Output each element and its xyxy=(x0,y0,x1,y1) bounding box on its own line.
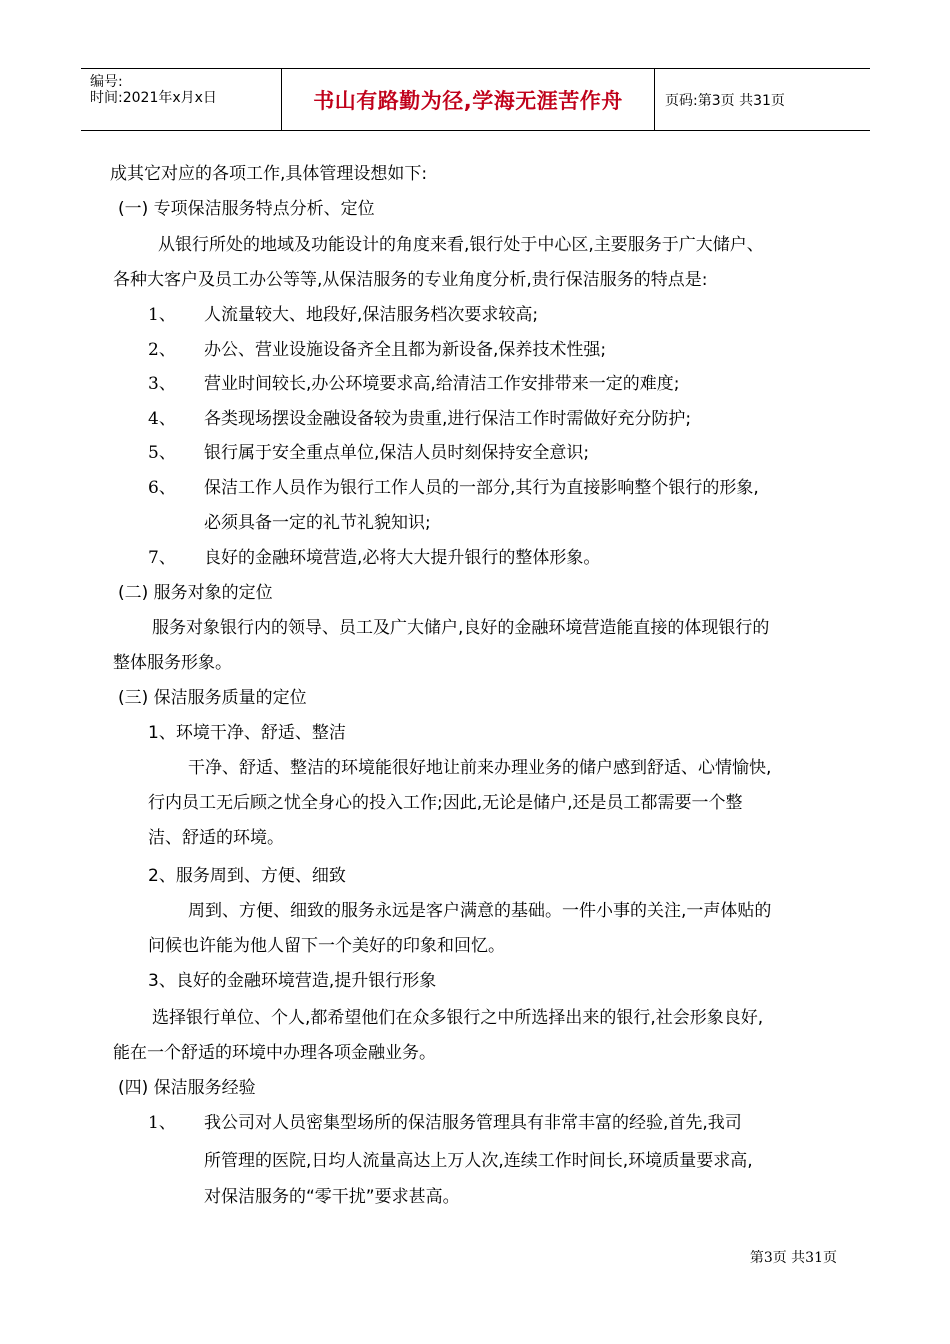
section-3-sub-3-line-2: 能在一个舒适的环境中办理各项金融业务。 xyxy=(113,1043,436,1063)
code-label: 编号: xyxy=(90,74,123,90)
list-item-number: 7、 xyxy=(148,548,176,568)
motto-text: 书山有路勤为径,学海无涯苦作舟 xyxy=(313,88,623,113)
section-3-sub-2-line-2: 问候也许能为他人留下一个美好的印象和回忆。 xyxy=(148,936,505,956)
list-item-number: 5、 xyxy=(148,443,176,463)
list-item-number: 6、 xyxy=(148,478,176,498)
section-4-item-line-1: 我公司对人员密集型场所的保洁服务管理具有非常丰富的经验,首先,我司 xyxy=(204,1113,742,1133)
list-item-continuation: 必须具备一定的礼节礼貌知识; xyxy=(204,513,431,533)
page-header xyxy=(81,68,870,131)
list-item-text: 各类现场摆设金融设备较为贵重,进行保洁工作时需做好充分防护; xyxy=(204,409,692,429)
date-label: 时间:2021年x月x日 xyxy=(90,90,217,106)
section-2-para-line-1: 服务对象银行内的领导、员工及广大储户,良好的金融环境营造能直接的体现银行的 xyxy=(152,618,770,638)
section-4-item-line-3: 对保洁服务的“零干扰”要求甚高。 xyxy=(204,1187,460,1207)
section-3-sub-1: 1、环境干净、舒适、整洁 xyxy=(148,723,346,743)
intro-line: 成其它对应的各项工作,具体管理设想如下: xyxy=(110,164,428,184)
list-item-number: 4、 xyxy=(148,409,176,429)
section-3-sub-2-line-1: 周到、方便、细致的服务永远是客户满意的基础。一件小事的关注,一声体贴的 xyxy=(188,901,772,921)
section-1-para-line-2: 各种大客户及员工办公等等,从保洁服务的专业角度分析,贵行保洁服务的特点是: xyxy=(113,270,708,290)
list-item-number: 2、 xyxy=(148,340,176,360)
list-item-text: 办公、营业设施设备齐全且都为新设备,保养技术性强; xyxy=(204,340,607,360)
list-item-number: 1、 xyxy=(148,305,176,325)
section-2-title: (二) 服务对象的定位 xyxy=(118,583,273,603)
section-3-sub-1-line-1: 干净、舒适、整洁的环境能很好地让前来办理业务的储户感到舒适、心情愉快, xyxy=(188,758,772,778)
section-2-para-line-2: 整体服务形象。 xyxy=(113,653,232,673)
section-3-sub-1-line-3: 洁、舒适的环境。 xyxy=(148,828,284,848)
footer-page-number: 第3页 共31页 xyxy=(749,1250,837,1266)
section-4-item-line-2: 所管理的医院,日均人流量高达上万人次,连续工作时间长,环境质量要求高, xyxy=(204,1151,753,1171)
section-4-title: (四) 保洁服务经验 xyxy=(118,1078,256,1098)
section-1-title: (一) 专项保洁服务特点分析、定位 xyxy=(118,199,375,219)
section-3-sub-2: 2、服务周到、方便、细致 xyxy=(148,866,346,886)
list-item-text: 人流量较大、地段好,保洁服务档次要求较高; xyxy=(204,305,539,325)
list-item-text: 营业时间较长,办公环境要求高,给清洁工作安排带来一定的难度; xyxy=(204,374,680,394)
section-3-sub-1-line-2: 行内员工无后顾之忧全身心的投入工作;因此,无论是储户,还是员工都需要一个整 xyxy=(148,793,743,813)
section-3-sub-3: 3、良好的金融环境营造,提升银行形象 xyxy=(148,971,437,991)
header-page-info xyxy=(655,69,870,130)
list-item-number: 3、 xyxy=(148,374,176,394)
section-4-item-number: 1、 xyxy=(148,1113,176,1133)
section-1-para-line-1: 从银行所处的地域及功能设计的角度来看,银行处于中心区,主要服务于广大储户、 xyxy=(158,235,764,255)
list-item-text: 良好的金融环境营造,必将大大提升银行的整体形象。 xyxy=(204,548,601,568)
section-3-title: (三) 保洁服务质量的定位 xyxy=(118,688,307,708)
list-item-text: 保洁工作人员作为银行工作人员的一部分,其行为直接影响整个银行的形象, xyxy=(204,478,759,498)
list-item-text: 银行属于安全重点单位,保洁人员时刻保持安全意识; xyxy=(204,443,590,463)
page-info-text: 页码:第3页 共31页 xyxy=(665,92,785,109)
section-3-sub-3-line-1: 选择银行单位、个人,都希望他们在众多银行之中所选择出来的银行,社会形象良好, xyxy=(152,1008,764,1028)
header-motto-cell xyxy=(282,69,655,130)
header-meta xyxy=(81,69,282,130)
page-footer xyxy=(750,1247,837,1267)
